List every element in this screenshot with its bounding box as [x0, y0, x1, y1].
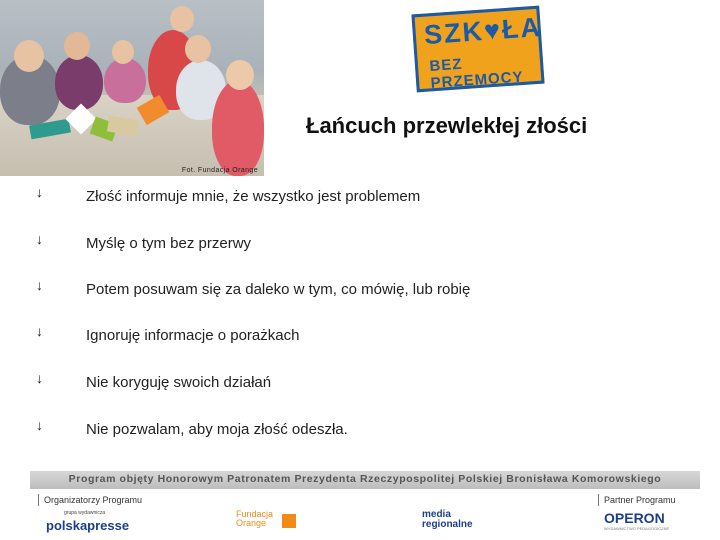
operon-logo — [604, 510, 684, 536]
down-arrow-icon: ↓ — [36, 184, 43, 200]
orange-square-icon — [282, 514, 296, 528]
children-origami-photo — [0, 0, 264, 176]
polskapresse-name: polskapresse — [46, 518, 130, 533]
photo-person — [212, 80, 264, 176]
bullet-item — [0, 277, 720, 301]
media-regionalne-line2: regionalne — [422, 519, 473, 530]
slide-title: Łańcuch przewlekłej złości — [306, 113, 588, 138]
photo-person-head — [170, 6, 194, 32]
patronage-text: Program objęty Honorowym Patronatem Prezydenta Rzeczypospolitej Polskiej Bronisława Komorowskiego — [68, 473, 662, 485]
polskapresse-logo — [46, 510, 130, 536]
photo-person-head — [185, 35, 211, 63]
footer-divider — [598, 494, 599, 506]
bullet-item — [0, 417, 720, 441]
operon-name: OPERON — [604, 510, 665, 526]
bullet-item — [0, 184, 720, 208]
operon-subtitle: WYDAWNICTWO PEDAGOGICZNE — [604, 526, 670, 531]
footer-divider — [38, 494, 39, 506]
logo-line1: SZK♥ŁA — [423, 11, 543, 51]
bullet-text: Potem posuwam się za daleko w tym, co mówię, lub robię — [86, 281, 471, 298]
szkola-bez-przemocy-logo — [414, 10, 544, 90]
bullet-text: Ignoruję informacje o porażkach — [86, 327, 300, 344]
bullet-item — [0, 323, 720, 347]
fundacja-orange-logo — [236, 510, 300, 532]
bullet-text: Złość informuje mnie, że wszystko jest problemem — [86, 188, 421, 205]
bullet-text: Nie pozwalam, aby moja złość odeszła. — [86, 421, 348, 438]
media-regionalne-line1: media — [422, 509, 451, 520]
photo-person-head — [112, 40, 134, 64]
down-arrow-icon: ↓ — [36, 370, 43, 386]
logo-line2: BEZ PRZEMOCY — [428, 55, 525, 92]
photo-credit: Fot. Fundacja Orange — [181, 167, 258, 174]
down-arrow-icon: ↓ — [36, 231, 43, 247]
bullet-item — [0, 231, 720, 255]
photo-person-head — [14, 40, 44, 72]
bullet-text: Nie koryguję swoich działań — [86, 374, 272, 391]
bullet-item — [0, 370, 720, 394]
photo-person — [55, 55, 103, 110]
bullet-text: Myślę o tym bez przerwy — [86, 235, 252, 252]
media-regionalne-logo — [422, 510, 492, 532]
photo-person-head — [64, 32, 90, 60]
organizers-label: Organizatorzy Programu — [44, 495, 143, 505]
fundacja-orange-line2: Orange — [236, 518, 267, 528]
polskapresse-tagline: grupa wydawnicza — [64, 510, 106, 516]
down-arrow-icon: ↓ — [36, 277, 43, 293]
photo-person — [104, 58, 146, 103]
fundacja-orange-line1: Fundacja — [236, 509, 274, 519]
down-arrow-icon: ↓ — [36, 417, 43, 433]
photo-person-head — [226, 60, 254, 90]
down-arrow-icon: ↓ — [36, 323, 43, 339]
patronage-band — [30, 471, 700, 489]
partner-label: Partner Programu — [604, 495, 676, 505]
